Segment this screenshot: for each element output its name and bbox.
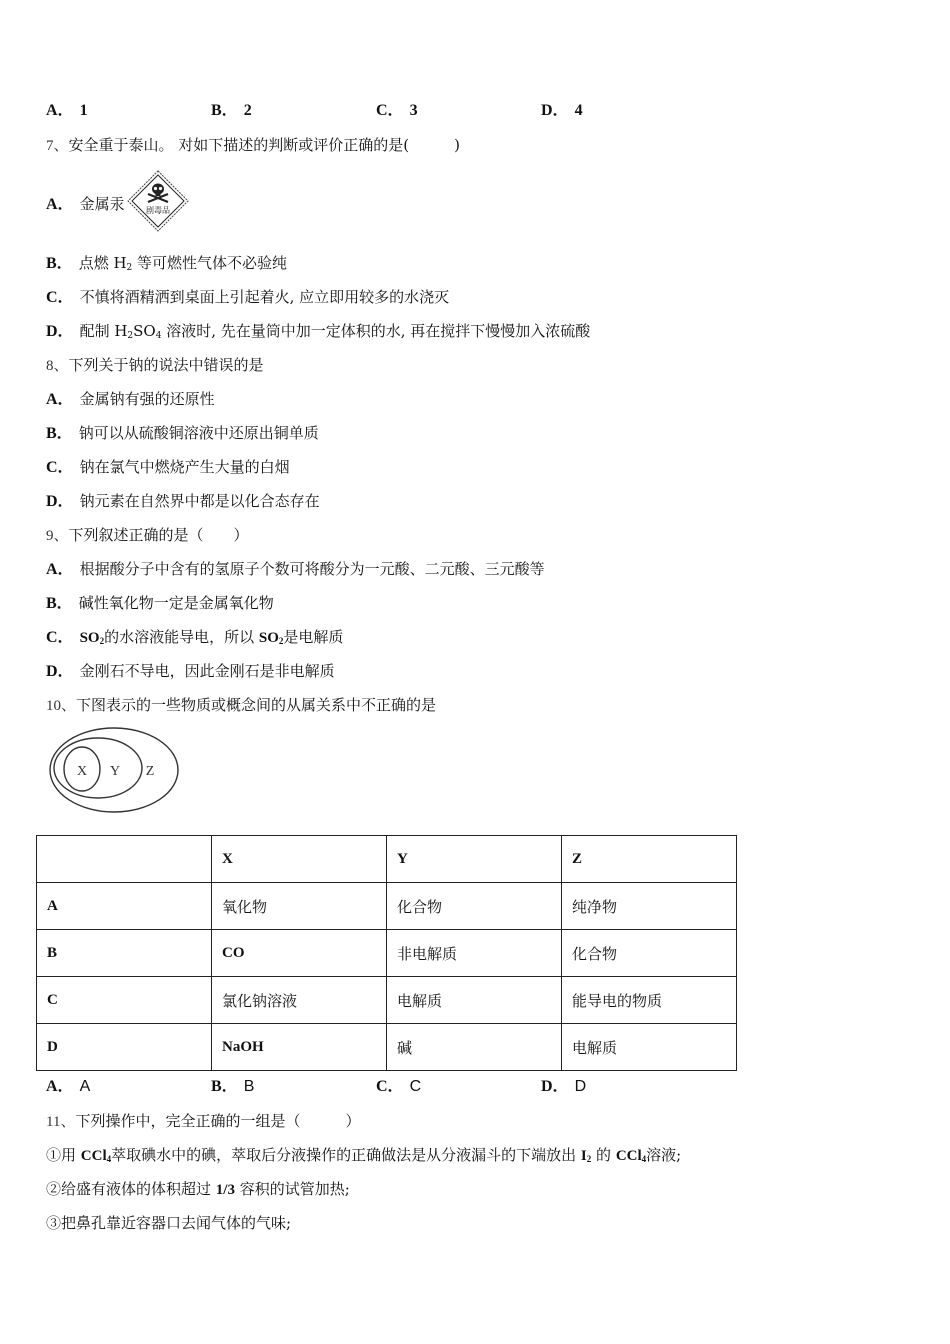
table-cell: CO bbox=[212, 930, 387, 977]
option-text: 根据酸分子中含有的氢原子个数可将酸分为一元酸、二元酸、三元酸等 bbox=[79, 560, 545, 578]
option-text: 钠元素在自然界中都是以化合态存在 bbox=[79, 492, 320, 510]
question-number: 7、 bbox=[46, 138, 69, 154]
option-label: B． bbox=[211, 102, 238, 119]
option-label: D． bbox=[46, 493, 74, 510]
option-value: 1 bbox=[79, 102, 88, 119]
option-label: A． bbox=[46, 196, 74, 213]
table-row bbox=[37, 883, 737, 930]
subscript: 2 bbox=[586, 1154, 592, 1164]
option-label: C． bbox=[46, 459, 74, 476]
option-value: A bbox=[79, 1078, 91, 1095]
table-header-cell: Z bbox=[562, 836, 737, 883]
formula: CCl bbox=[80, 1148, 107, 1164]
q10-stem bbox=[46, 695, 436, 716]
table-cell: D bbox=[37, 1024, 212, 1071]
table-cell: 化合物 bbox=[387, 883, 562, 930]
question-number: 8、 bbox=[46, 358, 69, 374]
q6-option-c[interactable] bbox=[376, 101, 418, 121]
relation-table bbox=[36, 835, 737, 1071]
option-text: 金属汞 bbox=[79, 195, 125, 213]
table-cell: 碱 bbox=[387, 1024, 562, 1071]
option-label: D． bbox=[541, 1078, 569, 1095]
formula: CCl bbox=[615, 1148, 642, 1164]
circled-number: ② bbox=[46, 1180, 62, 1198]
q10-option-a[interactable] bbox=[46, 1077, 90, 1097]
q8-stem bbox=[46, 355, 264, 376]
q7-option-d[interactable] bbox=[46, 321, 590, 346]
table-cell: 非电解质 bbox=[387, 930, 562, 977]
question-number: 11、 bbox=[46, 1114, 76, 1130]
q10-option-c[interactable] bbox=[376, 1077, 421, 1097]
table-header-cell bbox=[37, 836, 212, 883]
option-text: 等可燃性气体不必验纯 bbox=[132, 254, 288, 272]
option-label: D． bbox=[541, 102, 569, 119]
q6-option-b[interactable] bbox=[211, 101, 252, 121]
q6-option-a[interactable] bbox=[46, 101, 88, 121]
subscript: 2 bbox=[99, 636, 105, 646]
q9-option-b[interactable] bbox=[46, 593, 274, 614]
table-header-cell: X bbox=[212, 836, 387, 883]
option-label: B． bbox=[46, 425, 73, 442]
formula: SO bbox=[79, 630, 100, 646]
toxic-hazard-icon bbox=[127, 170, 189, 232]
svg-text:Z: Z bbox=[145, 764, 155, 779]
subscript: 2 bbox=[278, 636, 284, 646]
option-label: B． bbox=[46, 255, 73, 272]
q10-option-b[interactable] bbox=[211, 1077, 254, 1097]
option-text: 的水溶液能导电，所以 bbox=[104, 628, 259, 646]
item-text: 容积的试管加热; bbox=[234, 1180, 350, 1198]
q6-option-d[interactable] bbox=[541, 101, 583, 121]
option-value: 2 bbox=[243, 102, 252, 119]
option-text: 钠在氯气中燃烧产生大量的白烟 bbox=[79, 458, 290, 476]
q10-option-d[interactable] bbox=[541, 1077, 586, 1097]
question-text: 安全重于泰山。 对如下描述的判断或评价正确的是( ) bbox=[68, 136, 460, 154]
table-header-cell: Y bbox=[387, 836, 562, 883]
q9-option-c[interactable] bbox=[46, 627, 343, 651]
item-text: 用 bbox=[61, 1146, 81, 1164]
table-cell: 氯化钠溶液 bbox=[212, 977, 387, 1024]
option-text: 配制 H bbox=[79, 322, 128, 340]
q8-option-c[interactable] bbox=[46, 457, 290, 478]
q11-item-1 bbox=[46, 1145, 681, 1169]
q7-option-b[interactable] bbox=[46, 253, 287, 278]
option-text: 不慎将酒精洒到桌面上引起着火, 应立即用较多的水浇灭 bbox=[79, 288, 450, 306]
question-number: 9、 bbox=[46, 528, 69, 544]
q9-option-d[interactable] bbox=[46, 661, 335, 682]
q8-option-d[interactable] bbox=[46, 491, 320, 512]
option-label: C． bbox=[376, 1078, 404, 1095]
option-value: 3 bbox=[409, 102, 418, 119]
q11-stem bbox=[46, 1111, 360, 1132]
svg-text:剧毒品: 剧毒品 bbox=[146, 206, 170, 215]
circled-number: ③ bbox=[46, 1214, 62, 1232]
option-value: D bbox=[574, 1078, 587, 1095]
option-value: B bbox=[243, 1078, 255, 1095]
option-label: C． bbox=[46, 289, 74, 306]
item-text: 萃取碘水中的碘，萃取后分液操作的正确做法是从分液漏斗的下端放出 bbox=[111, 1146, 581, 1164]
q8-option-b[interactable] bbox=[46, 423, 319, 444]
option-label: A． bbox=[46, 1078, 74, 1095]
table-cell: C bbox=[37, 977, 212, 1024]
option-text: 点燃 H bbox=[78, 254, 127, 272]
option-label: D． bbox=[46, 323, 74, 340]
subscript: 4 bbox=[106, 1154, 112, 1164]
q7-option-a[interactable] bbox=[46, 194, 125, 215]
table-row bbox=[37, 977, 737, 1024]
question-text: 下图表示的一些物质或概念间的从属关系中不正确的是 bbox=[76, 696, 437, 714]
subscript: 4 bbox=[641, 1154, 647, 1164]
table-cell: 纯净物 bbox=[562, 883, 737, 930]
option-text: 是电解质 bbox=[283, 628, 344, 646]
q9-option-a[interactable] bbox=[46, 559, 545, 580]
option-label: D． bbox=[46, 663, 74, 680]
formula: I bbox=[580, 1148, 587, 1164]
fraction: 1/3 bbox=[215, 1182, 235, 1198]
subscript: 2 bbox=[127, 331, 134, 341]
option-label: C． bbox=[376, 102, 404, 119]
option-text: 金属钠有强的还原性 bbox=[79, 390, 215, 408]
formula: SO bbox=[258, 630, 279, 646]
q7-stem bbox=[46, 135, 460, 156]
option-label: B． bbox=[211, 1078, 238, 1095]
table-cell: A bbox=[37, 883, 212, 930]
option-text: 溶液时, 先在量筒中加一定体积的水, 再在搅拌下慢慢加入浓硫酸 bbox=[161, 322, 591, 340]
question-text: 下列关于钠的说法中错误的是 bbox=[68, 356, 264, 374]
q8-option-a[interactable] bbox=[46, 389, 215, 410]
table-cell: NaOH bbox=[212, 1024, 387, 1071]
table-cell: B bbox=[37, 930, 212, 977]
table-cell: 能导电的物质 bbox=[562, 977, 737, 1024]
table-cell: 电解质 bbox=[387, 977, 562, 1024]
item-text: 溶液; bbox=[646, 1146, 682, 1164]
option-text: 碱性氧化物一定是金属氧化物 bbox=[78, 594, 274, 612]
option-label: A． bbox=[46, 391, 74, 408]
option-text: SO bbox=[133, 322, 156, 340]
question-number: 10、 bbox=[46, 698, 77, 714]
q9-stem bbox=[46, 525, 249, 546]
table-header-row bbox=[37, 836, 737, 883]
q11-item-3 bbox=[46, 1213, 291, 1233]
option-text: 金刚石不导电，因此金刚石是非电解质 bbox=[79, 662, 335, 680]
option-label: A． bbox=[46, 561, 74, 578]
svg-text:Y: Y bbox=[109, 764, 121, 779]
svg-text:X: X bbox=[76, 764, 88, 779]
option-value: 4 bbox=[574, 102, 583, 119]
circled-number: ① bbox=[46, 1146, 62, 1164]
q11-item-2 bbox=[46, 1179, 350, 1200]
nested-set-diagram bbox=[42, 725, 182, 815]
option-label: C． bbox=[46, 629, 74, 646]
table-cell: 氧化物 bbox=[212, 883, 387, 930]
question-text: 下列叙述正确的是（ ） bbox=[68, 526, 249, 544]
subscript: 4 bbox=[155, 331, 162, 341]
option-label: A． bbox=[46, 102, 74, 119]
item-text: 的 bbox=[591, 1146, 616, 1164]
option-label: B． bbox=[46, 595, 73, 612]
table-cell: 化合物 bbox=[562, 930, 737, 977]
table-row bbox=[37, 1024, 737, 1071]
q7-option-c[interactable] bbox=[46, 287, 449, 308]
option-text: 钠可以从硫酸铜溶液中还原出铜单质 bbox=[78, 424, 319, 442]
table-row bbox=[37, 930, 737, 977]
item-text: 把鼻孔靠近容器口去闻气体的气味; bbox=[61, 1214, 292, 1232]
subscript: 2 bbox=[126, 263, 133, 273]
option-value: C bbox=[409, 1078, 422, 1095]
item-text: 给盛有液体的体积超过 bbox=[61, 1180, 216, 1198]
question-text: 下列操作中，完全正确的一组是（ ） bbox=[75, 1112, 361, 1130]
table-cell: 电解质 bbox=[562, 1024, 737, 1071]
